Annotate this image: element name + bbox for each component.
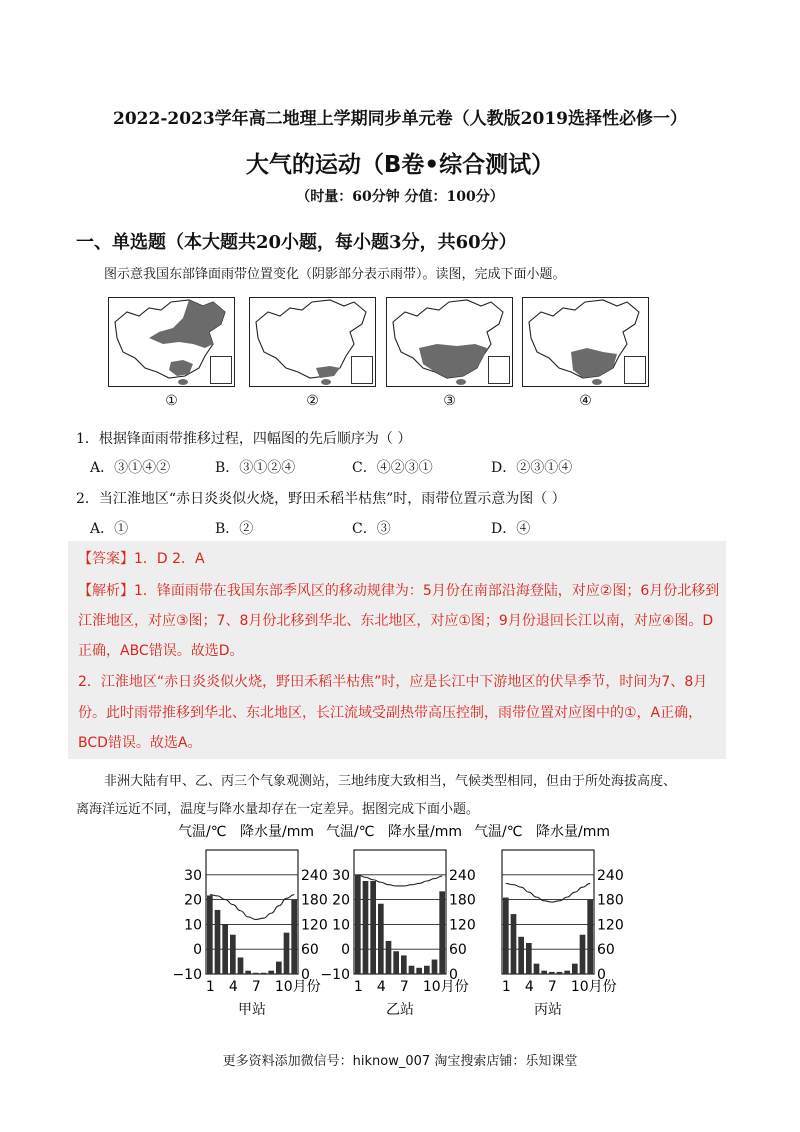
map-label-2: ②: [306, 393, 319, 409]
precip-tick-label: 60: [301, 942, 319, 959]
month-tick-label: 7: [251, 979, 261, 995]
month-tick-label: 4: [376, 979, 386, 995]
answer-explanation-box: [68, 541, 726, 759]
left-axis-label: 气温/℃: [178, 824, 227, 840]
month-tick-label: 4: [524, 979, 534, 995]
precipitation-bar: [222, 924, 228, 974]
series-title: 2022-2023学年高二地理上学期同步单元卷（人教版2019选择性必修一）: [113, 109, 687, 129]
precipitation-bar: [518, 937, 524, 974]
station-title: 乙站: [386, 1002, 414, 1018]
temp-tick-label: 20: [332, 892, 350, 909]
temperature-curve: [210, 895, 294, 920]
rain-belt-maps: [108, 297, 704, 413]
precipitation-bar: [541, 971, 547, 974]
precip-tick-label: 0: [597, 967, 606, 983]
month-tick-label: 1: [205, 979, 215, 995]
precip-tick-label: 120: [449, 917, 476, 934]
climate-charts: [172, 822, 636, 1022]
temp-tick-label: 0: [341, 942, 350, 959]
q2-option-b[interactable]: B．②: [215, 521, 254, 537]
question-2-stem: 2．当江淮地区“赤日炎炎似火烧，野田禾稻半枯焦”时，雨带位置示意为图（ ）: [76, 491, 566, 507]
precip-tick-label: 180: [449, 892, 476, 909]
precipitation-bar: [526, 943, 532, 974]
precipitation-bar: [268, 971, 274, 974]
section-heading: 一、单选题（本大题共20小题，每小题3分，共60分）: [76, 232, 517, 253]
precipitation-bar: [572, 964, 578, 974]
precipitation-bar: [363, 881, 369, 974]
precipitation-bar: [276, 962, 282, 974]
month-tick-label: 10月份: [422, 979, 469, 995]
precipitation-bar: [424, 966, 430, 974]
precip-tick-label: 60: [449, 942, 467, 959]
precipitation-bar: [370, 881, 376, 974]
precipitation-bar: [503, 898, 509, 974]
time-and-score: （时量：60分钟 分值：100分）: [296, 189, 504, 205]
temp-tick-label: 0: [193, 942, 202, 959]
precip-tick-label: 0: [449, 967, 458, 983]
precipitation-bar: [238, 957, 244, 974]
group2-intro-line: 非洲大陆有甲、乙、丙三个气象观测站，三地纬度大致相当，气候类型相同，但由于所处海拔高度、: [104, 774, 677, 789]
precipitation-bar: [557, 972, 563, 974]
q1-option-d[interactable]: D．②③①④: [491, 460, 573, 476]
precipitation-bar: [284, 933, 290, 974]
precip-tick-label: 120: [301, 917, 328, 934]
precipitation-bar: [253, 973, 259, 974]
month-tick-label: 7: [399, 979, 409, 995]
left-axis-label: 气温/℃: [326, 824, 375, 840]
right-axis-label: 降水量/mm: [240, 824, 314, 840]
q2-option-d[interactable]: D．④: [491, 521, 531, 537]
month-tick-label: 10月份: [274, 979, 321, 995]
temp-tick-label: 30: [332, 867, 350, 884]
footer-note: 更多资料添加微信号：hiknow_007 淘宝搜索店铺：乐知课堂: [222, 1054, 578, 1069]
paper-title: 大气的运动（B卷•综合测试）: [245, 152, 555, 178]
explanation-line: 2．江淮地区“赤日炎炎似火烧，野田禾稻半枯焦”时，应是长江中下游地区的伏旱季节，时间为7、8月: [78, 674, 708, 690]
precip-tick-label: 180: [301, 892, 328, 909]
question-1-stem: 1．根据锋面雨带推移过程，四幅图的先后顺序为（ ）: [76, 431, 412, 447]
precipitation-bar: [207, 895, 213, 974]
china-map-2: [249, 297, 376, 387]
precipitation-bar: [580, 935, 586, 974]
precipitation-bar: [534, 964, 540, 974]
q2-option-c[interactable]: C．③: [352, 521, 391, 537]
precipitation-bar: [511, 914, 517, 974]
station-title: 丙站: [534, 1002, 562, 1018]
precipitation-bar: [549, 972, 555, 974]
china-map-3: [386, 297, 513, 387]
china-map-1: [108, 297, 235, 387]
precipitation-bar: [409, 966, 415, 974]
precip-tick-label: 60: [597, 942, 615, 959]
q2-option-a[interactable]: A．①: [90, 521, 129, 537]
precipitation-bar: [355, 875, 361, 974]
precipitation-bar: [401, 955, 407, 974]
precipitation-bar: [245, 971, 251, 974]
precipitation-bar: [291, 900, 297, 974]
month-tick-label: 4: [228, 979, 238, 995]
precip-tick-label: 240: [597, 867, 624, 884]
temp-tick-label: 10: [184, 917, 202, 934]
temp-tick-label: −10: [320, 967, 350, 983]
precipitation-bar: [378, 904, 384, 974]
station-title: 甲站: [238, 1002, 266, 1018]
temp-tick-label: 10: [332, 917, 350, 934]
explanation-line: 份。此时雨带推移到华北、东北地区，长江流域受副热带高压控制，雨带位置对应图中的①，A正确，: [78, 705, 703, 721]
precipitation-bar: [386, 941, 392, 974]
q1-option-a[interactable]: A．③①④②: [90, 460, 171, 476]
precipitation-bar: [432, 960, 438, 974]
map-label-4: ④: [579, 393, 592, 409]
precipitation-bar: [587, 900, 593, 974]
precip-tick-label: 0: [301, 967, 310, 983]
month-tick-label: 10月份: [570, 979, 617, 995]
south-sea-inset: [488, 356, 510, 384]
south-sea-inset: [624, 356, 646, 384]
month-tick-label: 1: [353, 979, 363, 995]
explanation-line: 正确，ABC错误。故选D。: [78, 643, 244, 659]
precipitation-bar: [564, 971, 570, 974]
south-sea-inset: [351, 356, 373, 384]
precip-tick-label: 180: [597, 892, 624, 909]
temp-tick-label: 20: [184, 892, 202, 909]
group2-intro-line: 离海洋远近不同，温度与降水量却存在一定差异。据图完成下面小题。: [76, 802, 480, 817]
precipitation-bar: [230, 935, 236, 974]
precip-tick-label: 240: [301, 867, 328, 884]
precipitation-bar: [393, 951, 399, 974]
precip-tick-label: 120: [597, 917, 624, 934]
month-tick-label: 7: [547, 979, 557, 995]
precipitation-bar: [416, 968, 422, 974]
group1-intro: 图示意我国东部锋面雨带位置变化（阴影部分表示雨带）。读图，完成下面小题。: [104, 267, 566, 282]
precip-tick-label: 240: [449, 867, 476, 884]
answer-line: 【答案】1．D 2．A: [78, 551, 205, 567]
precipitation-bar: [439, 891, 445, 974]
month-tick-label: 1: [501, 979, 511, 995]
right-axis-label: 降水量/mm: [536, 824, 610, 840]
china-map-4: [522, 297, 649, 387]
left-axis-label: 气温/℃: [474, 824, 523, 840]
temp-tick-label: −10: [172, 967, 202, 983]
precipitation-bar: [215, 910, 221, 974]
explanation-line: 【解析】1．锋面雨带在我国东部季风区的移动规律为：5月份在南部沿海登陆，对应②图；6月份北移到: [78, 583, 720, 599]
explanation-line: 江淮地区，对应③图；7、8月份北移到华北、东北地区，对应①图；9月份退回长江以南，对应④图。D: [78, 613, 714, 629]
south-sea-inset: [210, 356, 232, 384]
q1-option-b[interactable]: B．③①②④: [215, 460, 296, 476]
map-label-3: ③: [443, 393, 456, 409]
precipitation-bar: [261, 973, 267, 974]
map-label-1: ①: [165, 393, 178, 409]
explanation-line: BCD错误。故选A。: [78, 735, 202, 751]
temp-tick-label: 30: [184, 867, 202, 884]
right-axis-label: 降水量/mm: [388, 824, 462, 840]
q1-option-c[interactable]: C．④②③①: [352, 460, 433, 476]
